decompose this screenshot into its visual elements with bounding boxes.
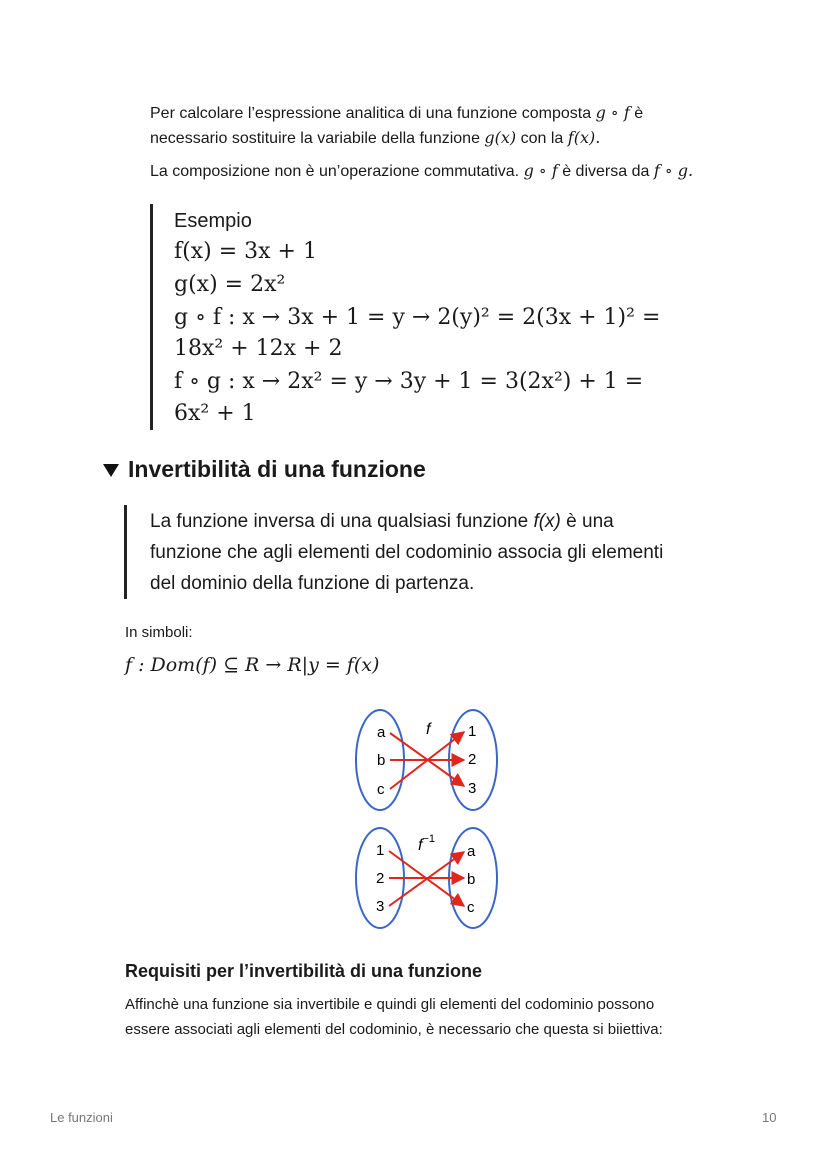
definition-text: La funzione inversa di una qualsiasi funzione xyxy=(150,511,529,532)
intro-text: La composizione non è un’operazione commutativa. xyxy=(150,163,520,180)
example-line: 18x² + 12x + 2 xyxy=(174,336,343,361)
requisites-heading: Requisiti per l’invertibilità di una funzione xyxy=(125,961,483,981)
example-line: g(x) = 2x² xyxy=(174,272,286,297)
inline-math: g(x) xyxy=(484,128,517,147)
section-toggle[interactable] xyxy=(102,456,426,483)
set-element: 2 xyxy=(376,870,385,887)
page-number: 10 xyxy=(762,1110,777,1125)
intro-line-3 xyxy=(150,160,693,183)
requisites-line-1: Affinchè una funzione sia invertibile e quindi gli elementi del codominio possono xyxy=(125,996,655,1013)
footer-title: Le funzioni xyxy=(50,1110,113,1125)
intro-text: con la xyxy=(520,130,564,147)
inline-math: g ∘ f xyxy=(595,103,630,122)
inline-math: f ∘ g. xyxy=(653,161,694,180)
set-element: b xyxy=(377,752,386,769)
definition-quote-bar xyxy=(124,505,127,599)
definition-line-1 xyxy=(150,506,614,537)
example-label: Esempio xyxy=(174,210,252,232)
set-element: 1 xyxy=(468,723,477,740)
symbols-label: In simboli: xyxy=(125,624,193,641)
inline-math: f(x). xyxy=(567,128,601,147)
intro-text: è xyxy=(634,105,644,122)
definition-line-3: del dominio della funzione di partenza. xyxy=(150,573,475,594)
example-line: 6x² + 1 xyxy=(174,401,256,426)
definition-text: è una xyxy=(566,511,614,532)
example-line: f ∘ g : x → 2x² = y → 3y + 1 = 3(2x²) + 1 = xyxy=(174,369,644,394)
example-line: g ∘ f : x → 3x + 1 = y → 2(y)² = 2(3x + 1)² = xyxy=(174,305,661,330)
set-element: 3 xyxy=(468,780,477,797)
intro-text: Per calcolare l’espressione analitica di una funzione composta xyxy=(150,105,592,122)
inline-math: g ∘ f xyxy=(523,161,558,180)
definition-fx: f(x) xyxy=(533,511,561,532)
function-label-f-inverse: $f^{-1}$ xyxy=(418,833,435,854)
set-element: 1 xyxy=(376,842,385,859)
mapping-diagram xyxy=(340,700,520,940)
set-element: a xyxy=(467,843,476,860)
requisites-line-2: essere associati agli elementi del codominio, è necessario che questa si biiettiva: xyxy=(125,1021,663,1038)
set-element: 2 xyxy=(468,751,477,768)
set-element: c xyxy=(377,781,385,798)
triangle-down-icon[interactable] xyxy=(102,462,120,478)
intro-line-2 xyxy=(150,127,600,150)
set-element: 3 xyxy=(376,898,385,915)
set-element: b xyxy=(467,871,476,888)
intro-text: necessario sostituire la variabile della funzione xyxy=(150,130,480,147)
definition-line-2: funzione che agli elementi del codominio associa gli elementi xyxy=(150,542,664,563)
example-quote-bar xyxy=(150,204,153,430)
set-element: a xyxy=(377,724,386,741)
set-element: c xyxy=(467,899,475,916)
function-label-f: f xyxy=(426,721,431,738)
section-title: Invertibilità di una funzione xyxy=(128,456,426,482)
example-line: f(x) = 3x + 1 xyxy=(174,239,317,264)
intro-line-1 xyxy=(150,102,643,125)
symbols-formula: f : Dom(f) ⊆ R → R|y = f(x) xyxy=(125,654,380,676)
intro-text: è diversa da xyxy=(562,163,650,180)
